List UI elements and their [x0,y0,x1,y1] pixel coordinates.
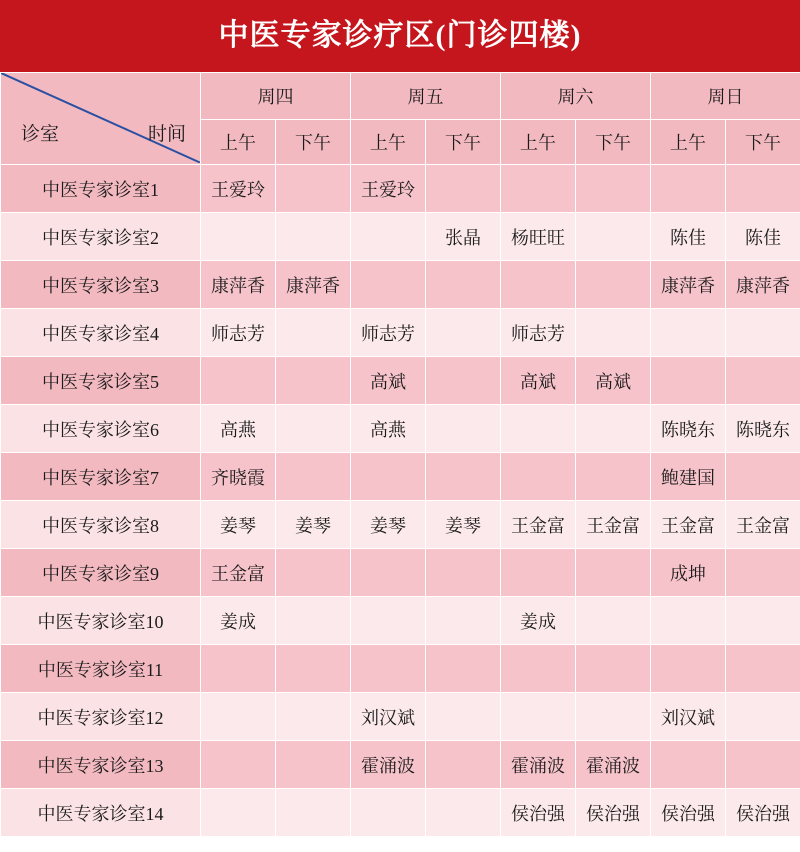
schedule-cell [351,261,426,309]
table-row [1,453,800,501]
schedule-cell [726,165,800,213]
schedule-cell: 陈晓东 [726,405,800,453]
schedule-cell: 王金富 [576,501,651,549]
schedule-cell [576,213,651,261]
schedule-cell: 侯治强 [651,789,726,837]
schedule-cell [726,741,800,789]
schedule-cell [276,357,351,405]
schedule-cell [576,549,651,597]
schedule-cell [201,741,276,789]
schedule-cell [276,405,351,453]
schedule-cell [426,693,501,741]
schedule-cell [576,645,651,693]
schedule-cell: 高燕 [201,405,276,453]
schedule-cell: 师志芳 [501,309,576,357]
schedule-cell [351,453,426,501]
day-header-2: 周五 [351,73,501,120]
schedule-cell [576,309,651,357]
schedule-cell [426,645,501,693]
room-label: 中医专家诊室5 [1,357,201,405]
room-label: 中医专家诊室4 [1,309,201,357]
schedule-cell [501,693,576,741]
day-header-1: 周四 [201,73,351,120]
schedule-cell [201,645,276,693]
slot-header-1-am: 上午 [201,120,276,165]
schedule-cell: 姜成 [501,597,576,645]
page-title: 中医专家诊疗区(门诊四楼) [0,0,800,72]
table-header [1,73,800,165]
room-label: 中医专家诊室3 [1,261,201,309]
room-label: 中医专家诊室12 [1,693,201,741]
schedule-cell: 王爱玲 [351,165,426,213]
table-row [1,309,800,357]
schedule-cell [201,213,276,261]
schedule-cell [426,165,501,213]
schedule-cell: 姜琴 [351,501,426,549]
diagonal-divider-icon [1,73,200,163]
room-label: 中医专家诊室1 [1,165,201,213]
schedule-cell: 齐晓霞 [201,453,276,501]
table-row [1,549,800,597]
schedule-cell [426,597,501,645]
table-row [1,693,800,741]
schedule-cell [576,597,651,645]
schedule-cell [426,357,501,405]
schedule-cell: 师志芳 [351,309,426,357]
room-label: 中医专家诊室10 [1,597,201,645]
schedule-cell [576,405,651,453]
table-row [1,789,800,837]
schedule-cell [201,789,276,837]
schedule-cell: 王金富 [726,501,800,549]
schedule-cell [201,693,276,741]
schedule-cell [501,261,576,309]
schedule-cell: 高斌 [576,357,651,405]
schedule-cell: 成坤 [651,549,726,597]
table-row [1,597,800,645]
schedule-cell: 高斌 [351,357,426,405]
schedule-cell: 张晶 [426,213,501,261]
schedule-cell [351,789,426,837]
table-row [1,213,800,261]
slot-header-2-am: 上午 [351,120,426,165]
schedule-cell: 杨旺旺 [501,213,576,261]
schedule-cell [726,597,800,645]
schedule-cell [501,165,576,213]
schedule-cell [276,693,351,741]
schedule-cell [276,741,351,789]
schedule-cell [426,741,501,789]
schedule-cell [276,165,351,213]
corner-header [1,73,201,165]
schedule-cell [651,309,726,357]
schedule-cell [726,549,800,597]
schedule-cell: 康萍香 [276,261,351,309]
schedule-cell [651,741,726,789]
table-row [1,165,800,213]
schedule-cell [651,645,726,693]
schedule-cell [276,789,351,837]
room-label: 中医专家诊室6 [1,405,201,453]
schedule-cell [426,261,501,309]
schedule-cell [276,549,351,597]
schedule-cell [501,645,576,693]
table-row [1,261,800,309]
day-header-3: 周六 [501,73,651,120]
room-label: 中医专家诊室2 [1,213,201,261]
schedule-cell: 康萍香 [726,261,800,309]
schedule-cell [576,453,651,501]
table-row [1,741,800,789]
schedule-cell: 王爱玲 [201,165,276,213]
schedule-cell: 康萍香 [651,261,726,309]
corner-room-label: 诊室 [21,124,60,145]
corner-time-label: 时间 [147,124,186,145]
table-row [1,357,800,405]
schedule-cell [576,261,651,309]
slot-header-4-pm: 下午 [726,120,800,165]
room-label: 中医专家诊室11 [1,645,201,693]
schedule-cell [276,213,351,261]
schedule-cell: 姜成 [201,597,276,645]
schedule-cell [276,309,351,357]
schedule-cell [726,309,800,357]
schedule-cell [351,213,426,261]
schedule-cell [276,597,351,645]
schedule-cell: 霍涌波 [501,741,576,789]
schedule-cell: 姜琴 [201,501,276,549]
schedule-cell [576,693,651,741]
schedule-cell [351,549,426,597]
room-label: 中医专家诊室14 [1,789,201,837]
schedule-table [0,72,800,837]
schedule-cell: 王金富 [651,501,726,549]
table-row [1,645,800,693]
schedule-cell [426,453,501,501]
schedule-cell [576,165,651,213]
schedule-cell: 师志芳 [201,309,276,357]
table-row [1,501,800,549]
schedule-cell [501,405,576,453]
schedule-cell [726,453,800,501]
schedule-cell [351,645,426,693]
schedule-cell: 陈佳 [726,213,800,261]
room-label: 中医专家诊室13 [1,741,201,789]
schedule-cell: 姜琴 [426,501,501,549]
schedule-cell: 鲍建国 [651,453,726,501]
schedule-cell [351,597,426,645]
schedule-cell [726,645,800,693]
schedule-cell [426,405,501,453]
slot-header-3-am: 上午 [501,120,576,165]
schedule-cell: 侯治强 [726,789,800,837]
schedule-cell [501,453,576,501]
schedule-cell [726,693,800,741]
schedule-cell: 陈佳 [651,213,726,261]
schedule-cell [501,549,576,597]
schedule-cell [651,357,726,405]
slot-header-3-pm: 下午 [576,120,651,165]
slot-header-1-pm: 下午 [276,120,351,165]
schedule-cell: 霍涌波 [351,741,426,789]
schedule-cell: 侯治强 [576,789,651,837]
schedule-cell [201,357,276,405]
schedule-cell [426,549,501,597]
table-row [1,405,800,453]
schedule-cell: 霍涌波 [576,741,651,789]
schedule-cell [651,597,726,645]
slot-header-4-am: 上午 [651,120,726,165]
schedule-cell [651,165,726,213]
schedule-cell: 高燕 [351,405,426,453]
room-label: 中医专家诊室7 [1,453,201,501]
schedule-cell [426,309,501,357]
day-header-4: 周日 [651,73,800,120]
schedule-cell: 刘汉斌 [651,693,726,741]
schedule-cell: 刘汉斌 [351,693,426,741]
schedule-cell: 康萍香 [201,261,276,309]
schedule-cell [726,357,800,405]
schedule-cell [426,789,501,837]
room-label: 中医专家诊室9 [1,549,201,597]
schedule-cell: 王金富 [201,549,276,597]
schedule-cell: 侯治强 [501,789,576,837]
room-label: 中医专家诊室8 [1,501,201,549]
schedule-cell: 王金富 [501,501,576,549]
schedule-cell: 高斌 [501,357,576,405]
schedule-cell [276,645,351,693]
schedule-cell: 陈晓东 [651,405,726,453]
slot-header-2-pm: 下午 [426,120,501,165]
schedule-cell: 姜琴 [276,501,351,549]
schedule-cell [276,453,351,501]
table-body [1,165,800,837]
